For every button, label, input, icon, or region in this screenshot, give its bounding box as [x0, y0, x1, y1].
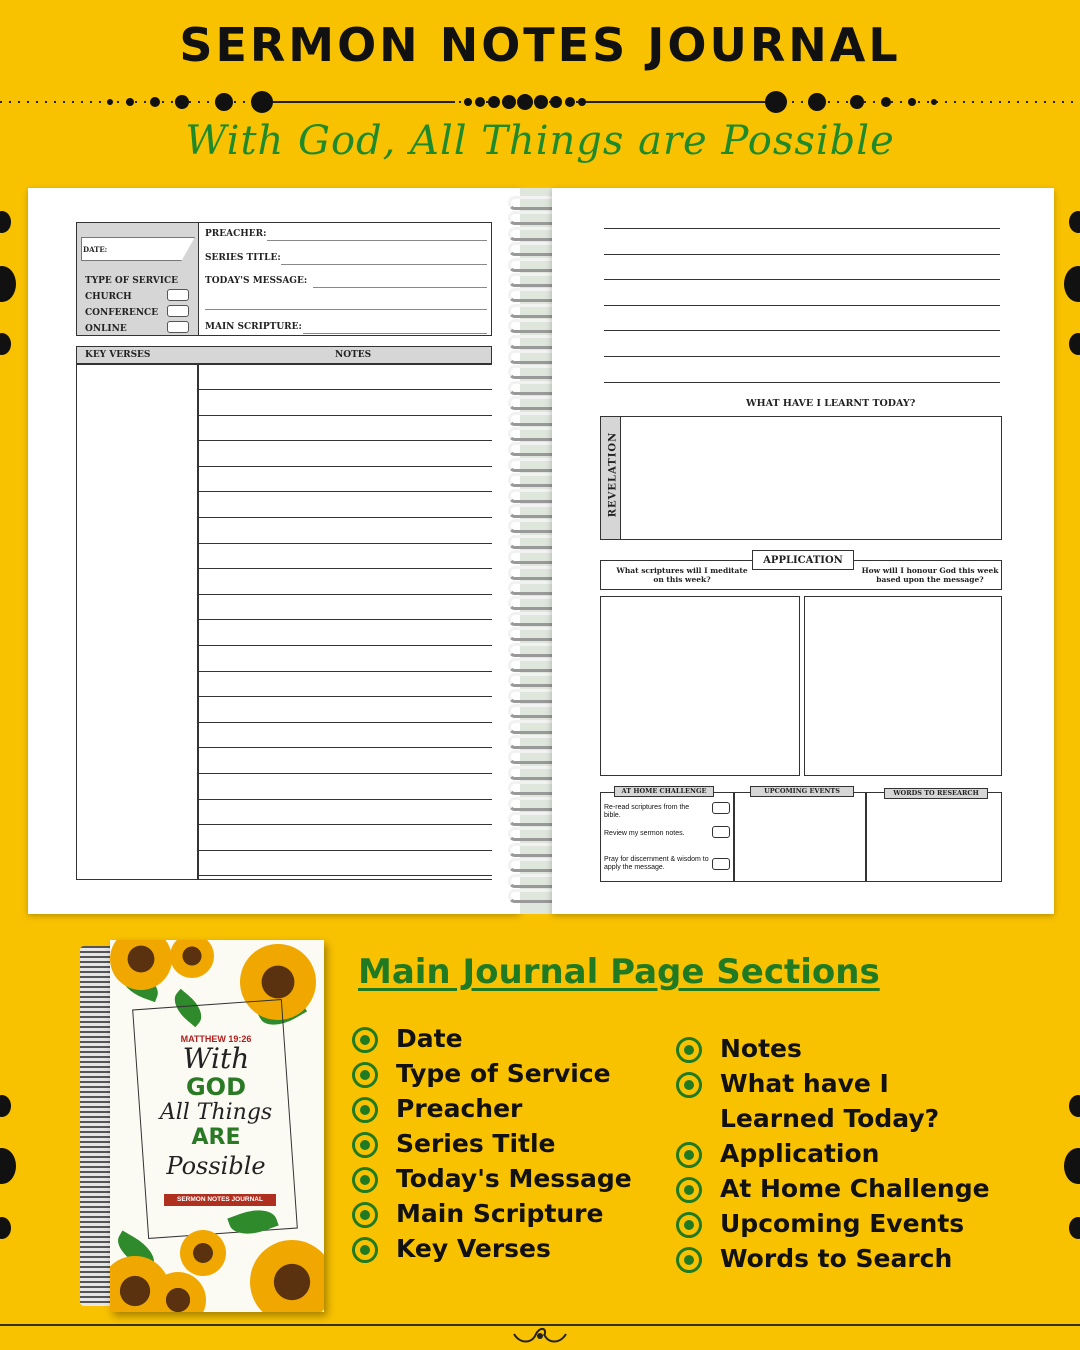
note-line — [198, 850, 492, 851]
note-line — [198, 671, 492, 672]
checkbox-church[interactable] — [167, 289, 189, 301]
words-tab — [884, 788, 988, 799]
cover-line-4: ARE — [191, 1125, 241, 1150]
at-home-tab — [614, 786, 714, 797]
note-line — [198, 645, 492, 646]
right-section-item — [676, 1174, 990, 1209]
right-section-item-label: Application — [720, 1139, 880, 1168]
checkbox-online[interactable] — [167, 321, 189, 333]
note-line — [198, 440, 492, 441]
book-cover-image — [80, 940, 324, 1312]
bullet-icon — [352, 1062, 378, 1088]
challenge-2-checkbox[interactable] — [712, 826, 730, 838]
meditate-box[interactable] — [600, 596, 800, 776]
tagline: With God, All Things are Possible — [185, 118, 895, 164]
challenge-2: Review my sermon notes. — [604, 830, 685, 837]
service-option-online: ONLINE — [85, 324, 127, 334]
note-line — [198, 696, 492, 697]
right-note-line — [604, 279, 1000, 280]
revelation-label: REVELATION — [607, 431, 619, 518]
checkbox-conference[interactable] — [167, 305, 189, 317]
cover-line-3: All Things — [159, 1100, 273, 1125]
cover-label: SERMON NOTES JOURNAL — [164, 1194, 276, 1206]
bullet-icon — [352, 1132, 378, 1158]
right-page — [552, 188, 1054, 914]
bullet-icon — [676, 1247, 702, 1273]
right-section-item-label: What have I Learned Today? — [720, 1069, 940, 1133]
cover-verse-ref: MATTHEW 19:26 — [180, 1034, 252, 1044]
right-section-item-label: At Home Challenge — [720, 1174, 990, 1203]
challenge-3: Pray for discernment & wisdom to apply the message. — [604, 856, 709, 871]
date-label: DATE: — [83, 245, 108, 254]
note-line — [198, 517, 492, 518]
bullet-icon — [352, 1202, 378, 1228]
side-dots-right-top — [1056, 200, 1080, 360]
cover-line-1: With — [182, 1042, 250, 1075]
left-section-item-label: Preacher — [396, 1094, 523, 1123]
words-label: WORDS TO RESEARCH — [893, 789, 979, 797]
notes-table — [76, 364, 492, 880]
honour-prompt: How will I honour God this week based upon the message? — [861, 566, 999, 584]
right-note-line — [604, 382, 1000, 383]
upcoming-tab — [750, 786, 854, 797]
service-panel — [77, 223, 199, 335]
right-note-line — [604, 228, 1000, 229]
application-label: APPLICATION — [763, 555, 843, 566]
sections-list-left — [352, 1024, 632, 1269]
left-section-item-label: Main Scripture — [396, 1199, 604, 1228]
left-section-item-label: Type of Service — [396, 1059, 611, 1088]
right-section-item — [676, 1209, 990, 1244]
left-section-item-label: Today's Message — [396, 1164, 632, 1193]
service-option-conference: CONFERENCE — [85, 308, 159, 318]
learnt-heading: WHAT HAVE I LEARNT TODAY? — [746, 398, 916, 409]
application-tab — [752, 550, 854, 570]
challenge-3-checkbox[interactable] — [712, 858, 730, 870]
preacher-label: PREACHER: — [205, 229, 267, 239]
side-dots-left-top — [0, 200, 24, 360]
left-section-item — [352, 1129, 632, 1164]
bullet-icon — [676, 1072, 702, 1098]
bullet-icon — [352, 1027, 378, 1053]
challenge-1: Re-read scriptures from the bible. — [604, 804, 690, 819]
right-section-item-label: Words to Search — [720, 1244, 953, 1273]
revelation-box[interactable] — [600, 416, 1002, 540]
footer-ornament — [510, 1326, 570, 1346]
note-line — [198, 415, 492, 416]
right-section-item-label: Notes — [720, 1034, 802, 1063]
bullet-icon — [352, 1237, 378, 1263]
journal-spread — [28, 188, 1054, 914]
note-line — [198, 722, 492, 723]
left-section-item-label: Key Verses — [396, 1234, 551, 1263]
right-section-item — [676, 1034, 990, 1069]
right-section-item-label: Upcoming Events — [720, 1209, 965, 1238]
note-line — [198, 619, 492, 620]
left-section-item-label: Series Title — [396, 1129, 556, 1158]
note-line — [198, 543, 492, 544]
note-line — [198, 875, 492, 876]
sermon-info-box — [76, 222, 492, 336]
page-title: SERMON NOTES JOURNAL — [179, 18, 901, 72]
cover-line-2: GOD — [185, 1073, 247, 1101]
left-section-item — [352, 1199, 632, 1234]
bullet-icon — [676, 1212, 702, 1238]
side-dots-right-bottom — [1056, 1080, 1080, 1250]
notes-label: NOTES — [335, 350, 372, 360]
type-of-service-label: TYPE OF SERVICE — [85, 276, 178, 286]
note-line — [198, 594, 492, 595]
note-line — [198, 747, 492, 748]
right-note-line — [604, 356, 1000, 357]
right-note-line — [604, 330, 1000, 331]
left-section-item — [352, 1164, 632, 1199]
sections-title: Main Journal Page Sections — [358, 952, 880, 992]
note-line — [198, 824, 492, 825]
honour-box[interactable] — [804, 596, 1002, 776]
right-section-item — [676, 1069, 990, 1139]
notes-table-header — [76, 346, 492, 364]
left-section-item — [352, 1024, 632, 1059]
service-option-church: CHURCH — [85, 292, 132, 302]
note-line — [198, 799, 492, 800]
upcoming-label: UPCOMING EVENTS — [764, 787, 840, 795]
right-section-item — [676, 1139, 990, 1174]
cover — [110, 940, 324, 1312]
note-line — [198, 466, 492, 467]
left-section-item — [352, 1059, 632, 1094]
note-line — [198, 491, 492, 492]
todays-message-label: TODAY'S MESSAGE: — [205, 276, 308, 286]
bullet-icon — [352, 1167, 378, 1193]
book-spiral — [80, 946, 114, 1306]
main-scripture-label: MAIN SCRIPTURE: — [205, 322, 302, 332]
challenge-1-checkbox[interactable] — [712, 802, 730, 814]
bullet-icon — [352, 1097, 378, 1123]
at-home-label: AT HOME CHALLENGE — [621, 787, 707, 795]
left-section-item — [352, 1094, 632, 1129]
series-title-label: SERIES TITLE: — [205, 253, 281, 263]
note-line — [198, 568, 492, 569]
left-section-item — [352, 1234, 632, 1269]
bullet-icon — [676, 1142, 702, 1168]
note-line — [198, 389, 492, 390]
right-note-line — [604, 305, 1000, 306]
cover-line-5: Possible — [166, 1152, 266, 1180]
left-page — [28, 188, 520, 914]
note-line — [198, 773, 492, 774]
sections-list-right — [676, 1034, 990, 1279]
bullet-icon — [676, 1177, 702, 1203]
meditate-prompt: What scriptures will I meditate on this week? — [616, 566, 748, 584]
right-section-item — [676, 1244, 990, 1279]
key-verses-label: KEY VERSES — [85, 350, 151, 360]
side-dots-left-bottom — [0, 1080, 24, 1250]
bullet-icon — [676, 1037, 702, 1063]
right-note-line — [604, 254, 1000, 255]
left-section-item-label: Date — [396, 1024, 463, 1053]
